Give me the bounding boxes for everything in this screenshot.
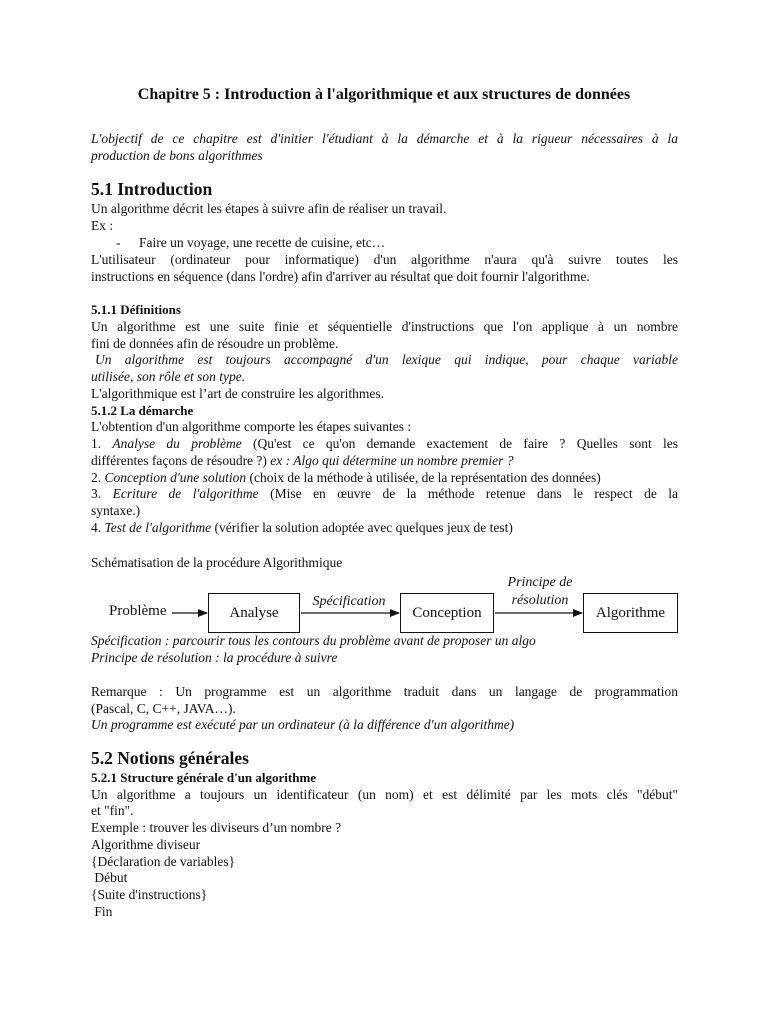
remark-line-3: Un programme est exécuté par un ordinateur (à la différence d'un algorithme) bbox=[91, 717, 515, 732]
step-1-description: (Qu'est ce qu'on demande exactement de faire ? Quelles sont les bbox=[252, 436, 678, 451]
remark-line-1: Remarque : Un programme est un algorithme traduit dans un langage de programmation bbox=[91, 684, 678, 699]
diagram-arrow-1-label: Spécification bbox=[312, 594, 386, 609]
definition-line-3: Un algorithme est toujours accompagné d'un lexique qui indique, pour chaque variable bbox=[95, 352, 678, 367]
diagram-box-algorithme: Algorithme bbox=[583, 593, 678, 633]
diagram-arrow-2-label-line-2: résolution bbox=[511, 593, 569, 608]
step-4-number: 4. bbox=[91, 520, 102, 535]
structure-line-2: et "fin". bbox=[91, 803, 134, 818]
step-4-line bbox=[91, 520, 678, 537]
section-5-2-heading: 5.2 Notions générales bbox=[91, 748, 249, 768]
step-3-name: Ecriture de l'algorithme bbox=[112, 486, 259, 501]
diagram-note-1: Spécification : parcourir tous les contours du problème avant de proposer un algo bbox=[91, 633, 536, 648]
algo-debut-line: Début bbox=[91, 870, 128, 885]
structure-line-1: Un algorithme a toujours un identificateur (un nom) et est délimité par les mots clés "début" bbox=[91, 787, 678, 802]
schema-caption: Schématisation de la procédure Algorithmique bbox=[91, 555, 343, 570]
step-4-name: Test de l'algorithme bbox=[104, 520, 212, 535]
bullet-dash: - bbox=[116, 235, 121, 250]
diagram-arrow-2-label-line-1: Principe de bbox=[507, 575, 573, 590]
section-5-1-1-heading: 5.1.1 Définitions bbox=[91, 302, 181, 317]
algo-declarations-line: {Déclaration de variables} bbox=[91, 854, 236, 869]
definition-line-4: utilisée, son rôle et son type. bbox=[91, 369, 246, 384]
example-label: Ex : bbox=[91, 218, 114, 233]
bullet-item: Faire un voyage, une recette de cuisine, etc… bbox=[139, 235, 386, 250]
definition-line-2: fini de données afin de résoudre un problème. bbox=[91, 336, 339, 351]
step-3-line-1 bbox=[91, 486, 678, 503]
step-3-line-2: syntaxe.) bbox=[91, 503, 141, 518]
definition-line-5: L'algorithmique est l’art de construire les algorithmes. bbox=[91, 386, 384, 401]
step-3-number: 3. bbox=[91, 486, 102, 501]
intro-paragraph-1: Un algorithme décrit les étapes à suivre afin de réaliser un travail. bbox=[91, 201, 447, 216]
diagram-box-conception: Conception bbox=[400, 593, 494, 633]
step-3-description: (Mise en œuvre de la méthode retenue dans le respect de la bbox=[270, 486, 679, 501]
diagram-note-2: Principe de résolution : la procédure à suivre bbox=[91, 650, 338, 665]
step-2-name: Conception d'une solution bbox=[104, 470, 247, 485]
section-5-1-heading: 5.1 Introduction bbox=[91, 179, 213, 199]
definition-line-1: Un algorithme est une suite finie et séquentielle d'instructions que l'on applique à un nombre bbox=[91, 319, 678, 334]
section-5-2-1-heading: 5.2.1 Structure générale d'un algorithme bbox=[91, 770, 317, 785]
step-2-description: (choix de la méthode à utilisée, de la représentation des données) bbox=[249, 470, 601, 485]
step-1-line-2 bbox=[91, 453, 678, 470]
step-1-name: Analyse du problème bbox=[112, 436, 242, 451]
step-1-number: 1. bbox=[91, 436, 102, 451]
approach-intro: L'obtention d'un algorithme comporte les étapes suivantes : bbox=[91, 419, 412, 434]
remark-line-2: (Pascal, C, C++, JAVA…). bbox=[91, 701, 236, 716]
algo-instructions-line: {Suite d'instructions} bbox=[91, 887, 208, 902]
chapter-title: Chapitre 5 : Introduction à l'algorithmique et aux structures de données bbox=[137, 86, 631, 103]
objective-line-2: production de bons algorithmes bbox=[91, 148, 263, 163]
diagram-box-analyse: Analyse bbox=[208, 593, 300, 633]
step-1-description-cont: différentes façons de résoudre ?) bbox=[91, 453, 267, 468]
structure-example: Exemple : trouver les diviseurs d’un nombre ? bbox=[91, 820, 342, 835]
step-1-line-1 bbox=[91, 436, 678, 453]
step-2-number: 2. bbox=[91, 470, 102, 485]
step-4-description: (vérifier la solution adoptée avec quelques jeux de test) bbox=[214, 520, 513, 535]
intro-paragraph-2-line-2: instructions en séquence (dans l'ordre) afin d'arriver au résultat que doit fournir l'algorithme. bbox=[91, 269, 590, 284]
intro-paragraph-2-line-1: L'utilisateur (ordinateur pour informatique) d'un algorithme n'aura qu'à suivre toutes les bbox=[91, 252, 678, 267]
algo-fin-line: Fin bbox=[91, 904, 113, 919]
objective-line-1: L'objectif de ce chapitre est d'initier l'étudiant à la démarche et à la rigueur nécessaires à la bbox=[91, 131, 678, 146]
section-5-1-2-heading: 5.1.2 La démarche bbox=[91, 403, 194, 418]
diagram-start-label: Problème bbox=[109, 603, 167, 619]
step-1-example: ex : Algo qui détermine un nombre premier ? bbox=[270, 453, 514, 468]
algo-name-line: Algorithme diviseur bbox=[91, 837, 201, 852]
step-2-line bbox=[91, 470, 678, 487]
